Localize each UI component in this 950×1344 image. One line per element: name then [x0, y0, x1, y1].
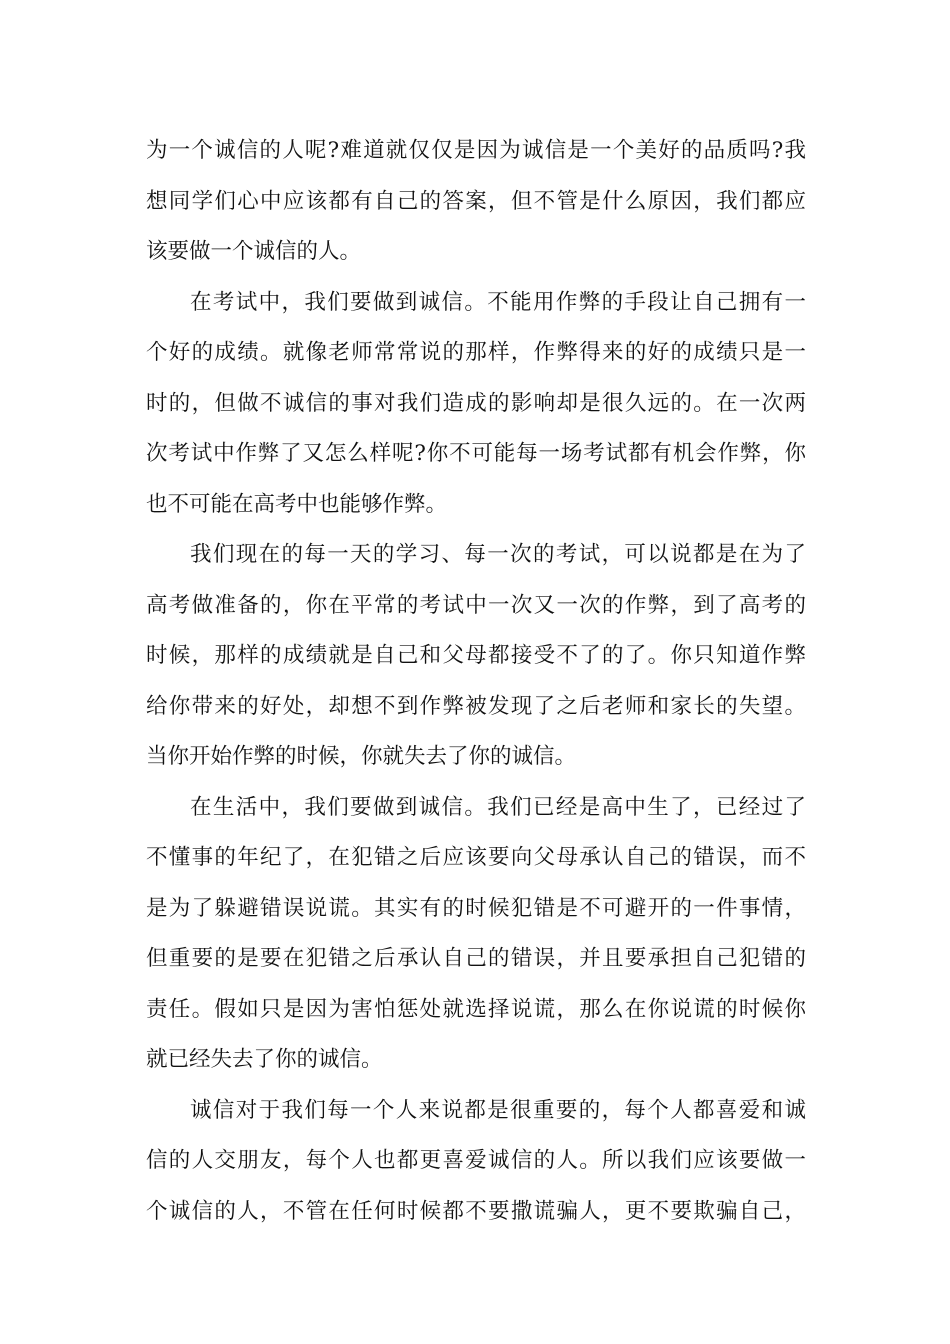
paragraph-first-line: 在考试中，我们要做到诚信。不能用作弊的手段让自己拥有一	[190, 289, 806, 315]
paragraph-first-line: 我们现在的每一天的学习、每一次的考试，可以说都是在为了	[190, 542, 806, 567]
text-line: 个好的成绩。就像老师常常说的那样，作弊得来的好的成绩只是一	[146, 340, 806, 365]
document-body	[146, 126, 806, 1237]
text-line: 为一个诚信的人呢?难道就仅仅是因为诚信是一个美好的品质吗?我	[146, 138, 806, 163]
text-line: 但重要的是要在犯错之后承认自己的错误，并且要承担自己犯错的	[146, 946, 806, 971]
text-line: 是为了躲避错误说谎。其实有的时候犯错是不可避开的一件事情，	[146, 895, 806, 921]
text-line: 当你开始作弊的时候，你就失去了你的诚信。	[146, 744, 577, 769]
text-line: 高考做准备的，你在平常的考试中一次又一次的作弊，到了高考的	[146, 592, 806, 618]
text-line: 就已经失去了你的诚信。	[146, 1047, 383, 1072]
paragraph-first-line: 在生活中，我们要做到诚信。我们已经是高中生了，已经过了	[190, 794, 806, 820]
text-line: 该要做一个诚信的人。	[146, 239, 362, 264]
text-line: 次考试中作弊了又怎么样呢?你不可能每一场考试都有机会作弊，你	[146, 441, 806, 466]
paragraph-first-line: 诚信对于我们每一个人来说都是很重要的，每个人都喜爱和诚	[190, 1097, 806, 1123]
text-line: 时的，但做不诚信的事对我们造成的影响却是很久远的。在一次两	[146, 390, 806, 416]
text-line: 责任。假如只是因为害怕惩处就选择说谎，那么在你说谎的时候你	[146, 996, 806, 1022]
text-line: 个诚信的人，不管在任何时候都不要撒谎骗人，更不要欺骗自己，	[146, 1198, 806, 1224]
text-line: 想同学们心中应该都有自己的答案，但不管是什么原因，我们都应	[146, 188, 806, 214]
text-line: 给你带来的好处，却想不到作弊被发现了之后老师和家长的失望。	[146, 693, 806, 719]
text-line: 也不可能在高考中也能够作弊。	[146, 491, 448, 517]
text-line: 时候，那样的成绩就是自己和父母都接受不了的了。你只知道作弊	[146, 643, 806, 668]
text-line: 不懂事的年纪了，在犯错之后应该要向父母承认自己的错误，而不	[146, 845, 806, 870]
text-line: 信的人交朋友，每个人也都更喜爱诚信的人。所以我们应该要做一	[146, 1148, 806, 1173]
